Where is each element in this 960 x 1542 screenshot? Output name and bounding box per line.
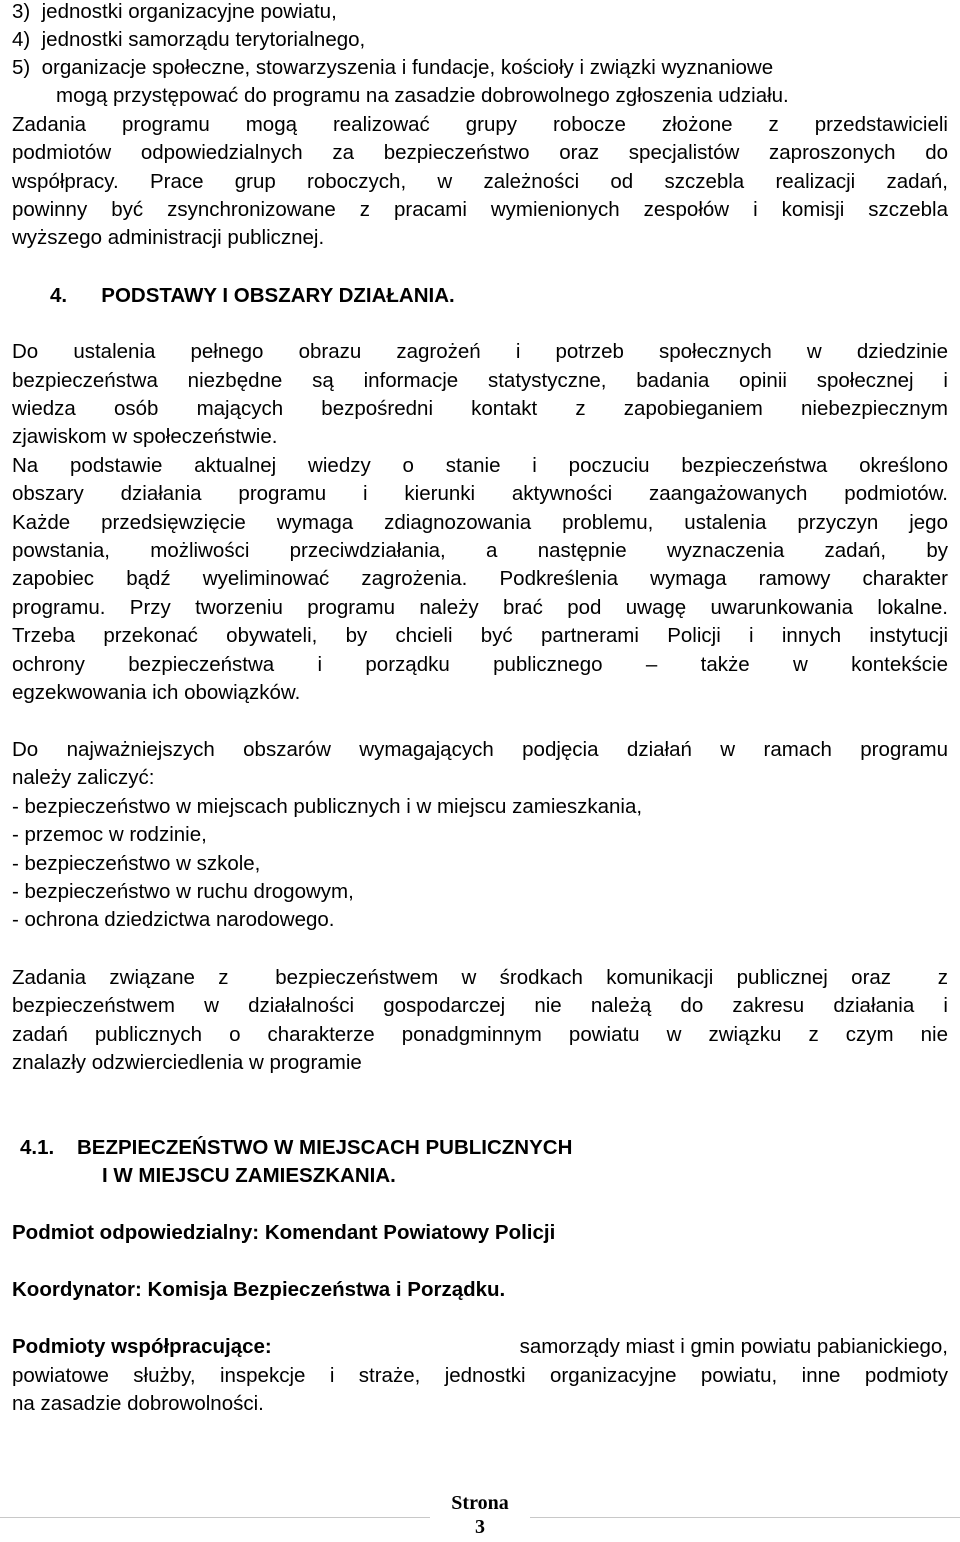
paragraph-line: powstania, możliwości przeciwdziałania, a następnie wyznaczenia zadań, by: [12, 539, 948, 562]
paragraph-line: Zadania programu mogą realizować grupy robocze złożone z przedstawicieli: [12, 113, 948, 136]
bullet-item: - bezpieczeństwo w ruchu drogowym,: [12, 880, 354, 903]
paragraph-line: Na podstawie aktualnej wiedzy o stanie i poczuciu bezpieczeństwa określono: [12, 454, 948, 477]
paragraph-line: Do ustalenia pełnego obrazu zagrożeń i potrzeb społecznych w dziedzinie: [12, 340, 948, 363]
bullet-item: - ochrona dziedzictwa narodowego.: [12, 908, 335, 931]
bullet-item: - bezpieczeństwo w miejscach publicznych i w miejscu zamieszkania,: [12, 795, 643, 818]
paragraph-line: należy zaliczyć:: [12, 766, 155, 789]
paragraph-line: współpracy. Prace grup roboczych, w zależności od szczebla realizacji zadań,: [12, 170, 948, 193]
list-item-continuation: mogą przystępować do programu na zasadzie dobrowolnego zgłoszenia udziału.: [56, 84, 789, 107]
paragraph-line: zadań publicznych o charakterze ponadgminnym powiatu w związku z czym nie: [12, 1023, 948, 1046]
list-item: 5) organizacje społeczne, stowarzyszenia i fundacje, kościoły i związki wyznaniowe: [12, 56, 774, 79]
paragraph-line: bezpieczeństwem w działalności gospodarczej nie należą do zakresu działania i: [12, 994, 948, 1017]
paragraph-line: na zasadzie dobrowolności.: [12, 1392, 264, 1415]
responsible-entity: Podmiot odpowiedzialny: Komendant Powiatowy Policji: [12, 1221, 556, 1244]
bullet-item: - bezpieczeństwo w szkole,: [12, 852, 261, 875]
paragraph-line: znalazły odzwierciedlenia w programie: [12, 1051, 362, 1074]
paragraph-line: Każde przedsięwzięcie wymaga zdiagnozowania problemu, ustalenia przyczyn jego: [12, 511, 948, 534]
footer-divider: [0, 1517, 430, 1518]
paragraph-line: Zadania związane z bezpieczeństwem w środkach komunikacji publicznej oraz z: [12, 966, 948, 989]
paragraph-line: egzekwowania ich obowiązków.: [12, 681, 301, 704]
paragraph-line: wyższego administracji publicznej.: [12, 226, 325, 249]
paragraph-line: Trzeba przekonać obywateli, by chcieli być partnerami Policji i innych instytucji: [12, 624, 948, 647]
paragraph-line: bezpieczeństwa niezbędne są informacje statystyczne, badania opinii społecznej i: [12, 369, 948, 392]
paragraph-line: powiatowe służby, inspekcje i straże, jednostki organizacyjne powiatu, inne podmioty: [12, 1364, 948, 1387]
page-label: Strona: [451, 1492, 509, 1514]
paragraph-line: ochrony bezpieczeństwa i porządku publicznego – także w kontekście: [12, 653, 948, 676]
paragraph-line: Do najważniejszych obszarów wymagających podjęcia działań w ramach programu: [12, 738, 948, 761]
paragraph-line: programu. Przy tworzeniu programu należy brać pod uwagę uwarunkowania lokalne.: [12, 596, 948, 619]
page-footer: [0, 1490, 960, 1542]
section-heading: 4. PODSTAWY I OBSZARY DZIAŁANIA.: [50, 284, 455, 307]
page-number: 3: [475, 1516, 485, 1538]
cooperating-line-1: [12, 1335, 948, 1359]
subsection-heading-continuation: I W MIEJSCU ZAMIESZKANIA.: [102, 1164, 396, 1187]
footer-divider: [530, 1517, 960, 1518]
paragraph-line: wiedza osób mających bezpośredni kontakt z zapobieganiem niebezpiecznym: [12, 397, 948, 420]
coordinator: Koordynator: Komisja Bezpieczeństwa i Porządku.: [12, 1278, 506, 1301]
list-item: 4) jednostki samorządu terytorialnego,: [12, 28, 366, 51]
cooperating-label: Podmioty współpracujące:: [12, 1335, 272, 1358]
paragraph-line: powinny być zsynchronizowane z pracami wymienionych zespołów i komisji szczebla: [12, 198, 948, 221]
subsection-heading: 4.1. BEZPIECZEŃSTWO W MIEJSCACH PUBLICZNYCH: [20, 1136, 573, 1159]
paragraph-line: zapobiec bądź wyeliminować zagrożenia. Podkreślenia wymaga ramowy charakter: [12, 567, 948, 590]
list-item: 3) jednostki organizacyjne powiatu,: [12, 0, 337, 23]
cooperating-text: samorządy miast i gmin powiatu pabianickiego,: [519, 1335, 948, 1358]
paragraph-line: zjawiskom w społeczeństwie.: [12, 425, 278, 448]
paragraph-line: obszary działania programu i kierunki aktywności zaangażowanych podmiotów.: [12, 482, 948, 505]
paragraph-line: podmiotów odpowiedzialnych za bezpieczeństwo oraz specjalistów zaproszonych do: [12, 141, 948, 164]
bullet-item: - przemoc w rodzinie,: [12, 823, 207, 846]
